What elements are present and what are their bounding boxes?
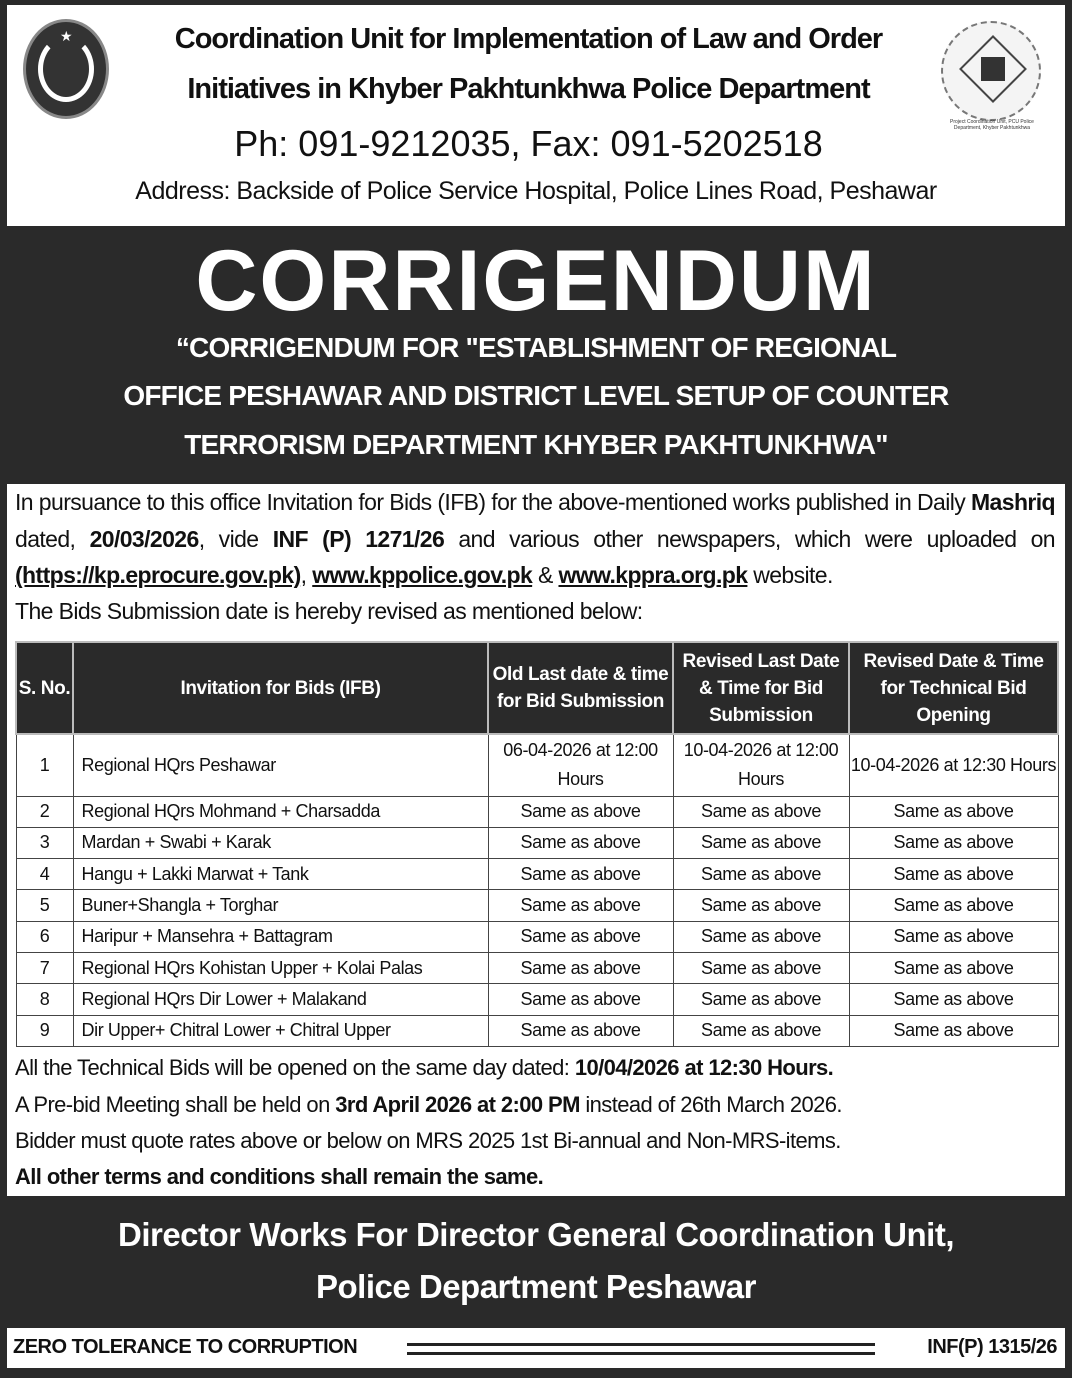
col-header-old-date: Old Last date & time for Bid Submission xyxy=(488,642,673,734)
police-emblem-logo: ★ xyxy=(23,19,109,119)
cell-sno: 6 xyxy=(16,921,73,952)
cell-opening-date: Same as above xyxy=(849,859,1058,890)
cell-opening-date: 10-04-2026 at 12:30 Hours xyxy=(849,734,1058,796)
contact-phone: Ph: 091-9212035, Fax: 091-5202518 xyxy=(234,123,823,164)
table-row xyxy=(16,921,1058,952)
cell-revised-date: Same as above xyxy=(673,921,849,952)
cell-revised-date: Same as above xyxy=(673,890,849,921)
cell-opening-date: Same as above xyxy=(849,1015,1058,1046)
signature-line2: Police Department Peshawar xyxy=(315,1268,756,1305)
cell-old-date: Same as above xyxy=(488,890,673,921)
cell-opening-date: Same as above xyxy=(849,952,1058,983)
kppolice-link[interactable]: www.kppolice.gov.pk xyxy=(312,562,533,588)
kppra-link[interactable]: www.kppra.org.pk xyxy=(558,562,748,588)
cell-sno: 8 xyxy=(16,984,73,1015)
cell-old-date: 06-04-2026 at 12:00 Hours xyxy=(488,734,673,796)
address: Address: Backside of Police Service Hospital, Police Lines Road, Peshawar xyxy=(135,177,937,205)
cell-sno: 4 xyxy=(16,859,73,890)
table-row xyxy=(16,796,1058,827)
slogan: ZERO TOLERANCE TO CORRUPTION xyxy=(13,1336,358,1358)
cell-old-date: Same as above xyxy=(488,859,673,890)
title-banner xyxy=(0,228,1072,482)
cell-opening-date: Same as above xyxy=(849,984,1058,1015)
table-row xyxy=(16,1015,1058,1046)
corrigendum-title: CORRIGENDUM xyxy=(195,233,877,329)
col-header-sno: S. No. xyxy=(16,642,73,734)
footer-strip xyxy=(7,1328,1065,1368)
cell-sno: 2 xyxy=(16,796,73,827)
bids-table xyxy=(15,641,1059,1047)
cell-old-date: Same as above xyxy=(488,827,673,858)
table-row xyxy=(16,859,1058,890)
cell-opening-date: Same as above xyxy=(849,890,1058,921)
table-row xyxy=(16,952,1058,983)
cell-revised-date: Same as above xyxy=(673,1015,849,1046)
notice-body xyxy=(7,484,1065,1196)
cell-opening-date: Same as above xyxy=(849,796,1058,827)
note-terms: All other terms and conditions shall remain the same. xyxy=(15,1164,544,1189)
intro-paragraph: In pursuance to this office Invitation for Bids (IFB) for the above-mentioned works published in Daily Mashriq dated, 20/03/2026, vide INF (P) 1271/26 and various other newspapers, which were uploaded on (https://kp.eprocure.gov.pk), www.kppolice.gov.pk & www.kppra.org.pk website. xyxy=(15,489,1055,588)
eprocure-link[interactable]: (https://kp.eprocure.gov.pk) xyxy=(15,562,301,588)
cell-old-date: Same as above xyxy=(488,952,673,983)
subtitle-line2: OFFICE PESHAWAR AND DISTRICT LEVEL SETUP OF COUNTER xyxy=(123,380,949,411)
cell-ifb: Hangu + Lakki Marwat + Tank xyxy=(73,859,488,890)
cell-old-date: Same as above xyxy=(488,921,673,952)
col-header-opening-date: Revised Date & Time for Technical Bid Opening xyxy=(849,642,1058,734)
cell-old-date: Same as above xyxy=(488,1015,673,1046)
cell-opening-date: Same as above xyxy=(849,827,1058,858)
cell-revised-date: Same as above xyxy=(673,984,849,1015)
cell-ifb: Buner+Shangla + Torghar xyxy=(73,890,488,921)
col-header-ifb: Invitation for Bids (IFB) xyxy=(73,642,488,734)
note-technical-opening: All the Technical Bids will be opened on the same day dated: 10/04/2026 at 12:30 Hours. xyxy=(15,1055,834,1080)
cell-ifb: Dir Upper+ Chitral Lower + Chitral Upper xyxy=(73,1015,488,1046)
pcu-seal-logo xyxy=(941,21,1041,121)
note-rates: Bidder must quote rates above or below on MRS 2025 1st Bi-annual and Non-MRS-items. xyxy=(15,1128,841,1153)
cell-sno: 9 xyxy=(16,1015,73,1046)
cell-opening-date: Same as above xyxy=(849,921,1058,952)
cell-sno: 1 xyxy=(16,734,73,796)
cell-revised-date: 10-04-2026 at 12:00 Hours xyxy=(673,734,849,796)
cell-ifb: Haripur + Mansehra + Battagram xyxy=(73,921,488,952)
cell-old-date: Same as above xyxy=(488,796,673,827)
cell-revised-date: Same as above xyxy=(673,827,849,858)
seal-caption: Project Coordination Unit, PCU Police Department, Khyber Pakhtunkhwa xyxy=(950,119,1034,131)
cell-sno: 7 xyxy=(16,952,73,983)
cell-sno: 3 xyxy=(16,827,73,858)
signature-block xyxy=(0,1198,1072,1326)
cell-ifb: Mardan + Swabi + Karak xyxy=(73,827,488,858)
cell-ifb: Regional HQrs Mohmand + Charsadda xyxy=(73,796,488,827)
org-title-line2: Initiatives in Khyber Pakhtunkhwa Police Department xyxy=(187,73,870,105)
note-prebid-meeting: A Pre-bid Meeting shall be held on 3rd April 2026 at 2:00 PM instead of 26th March 2026. xyxy=(15,1092,842,1117)
reference-number: INF(P) 1315/26 xyxy=(927,1336,1057,1358)
cell-ifb: Regional HQrs Dir Lower + Malakand xyxy=(73,984,488,1015)
table-row xyxy=(16,984,1058,1015)
cell-ifb: Regional HQrs Kohistan Upper + Kolai Palas xyxy=(73,952,488,983)
table-row xyxy=(16,890,1058,921)
cell-sno: 5 xyxy=(16,890,73,921)
cell-revised-date: Same as above xyxy=(673,796,849,827)
revision-statement: The Bids Submission date is hereby revised as mentioned below: xyxy=(15,598,643,624)
divider-rule xyxy=(407,1343,875,1355)
cell-revised-date: Same as above xyxy=(673,952,849,983)
subtitle-line3: TERRORISM DEPARTMENT KHYBER PAKHTUNKHWA" xyxy=(184,429,888,460)
signature-line1: Director Works For Director General Coordination Unit, xyxy=(117,1216,954,1253)
subtitle-line1: “CORRIGENDUM FOR "ESTABLISHMENT OF REGIONAL xyxy=(175,332,897,363)
table-row xyxy=(16,827,1058,858)
cell-revised-date: Same as above xyxy=(673,859,849,890)
org-title-line1: Coordination Unit for Implementation of Law and Order xyxy=(174,23,883,55)
col-header-revised-date: Revised Last Date & Time for Bid Submission xyxy=(673,642,849,734)
header-panel xyxy=(7,5,1065,226)
cell-old-date: Same as above xyxy=(488,984,673,1015)
cell-ifb: Regional HQrs Peshawar xyxy=(73,734,488,796)
table-row xyxy=(16,734,1058,796)
